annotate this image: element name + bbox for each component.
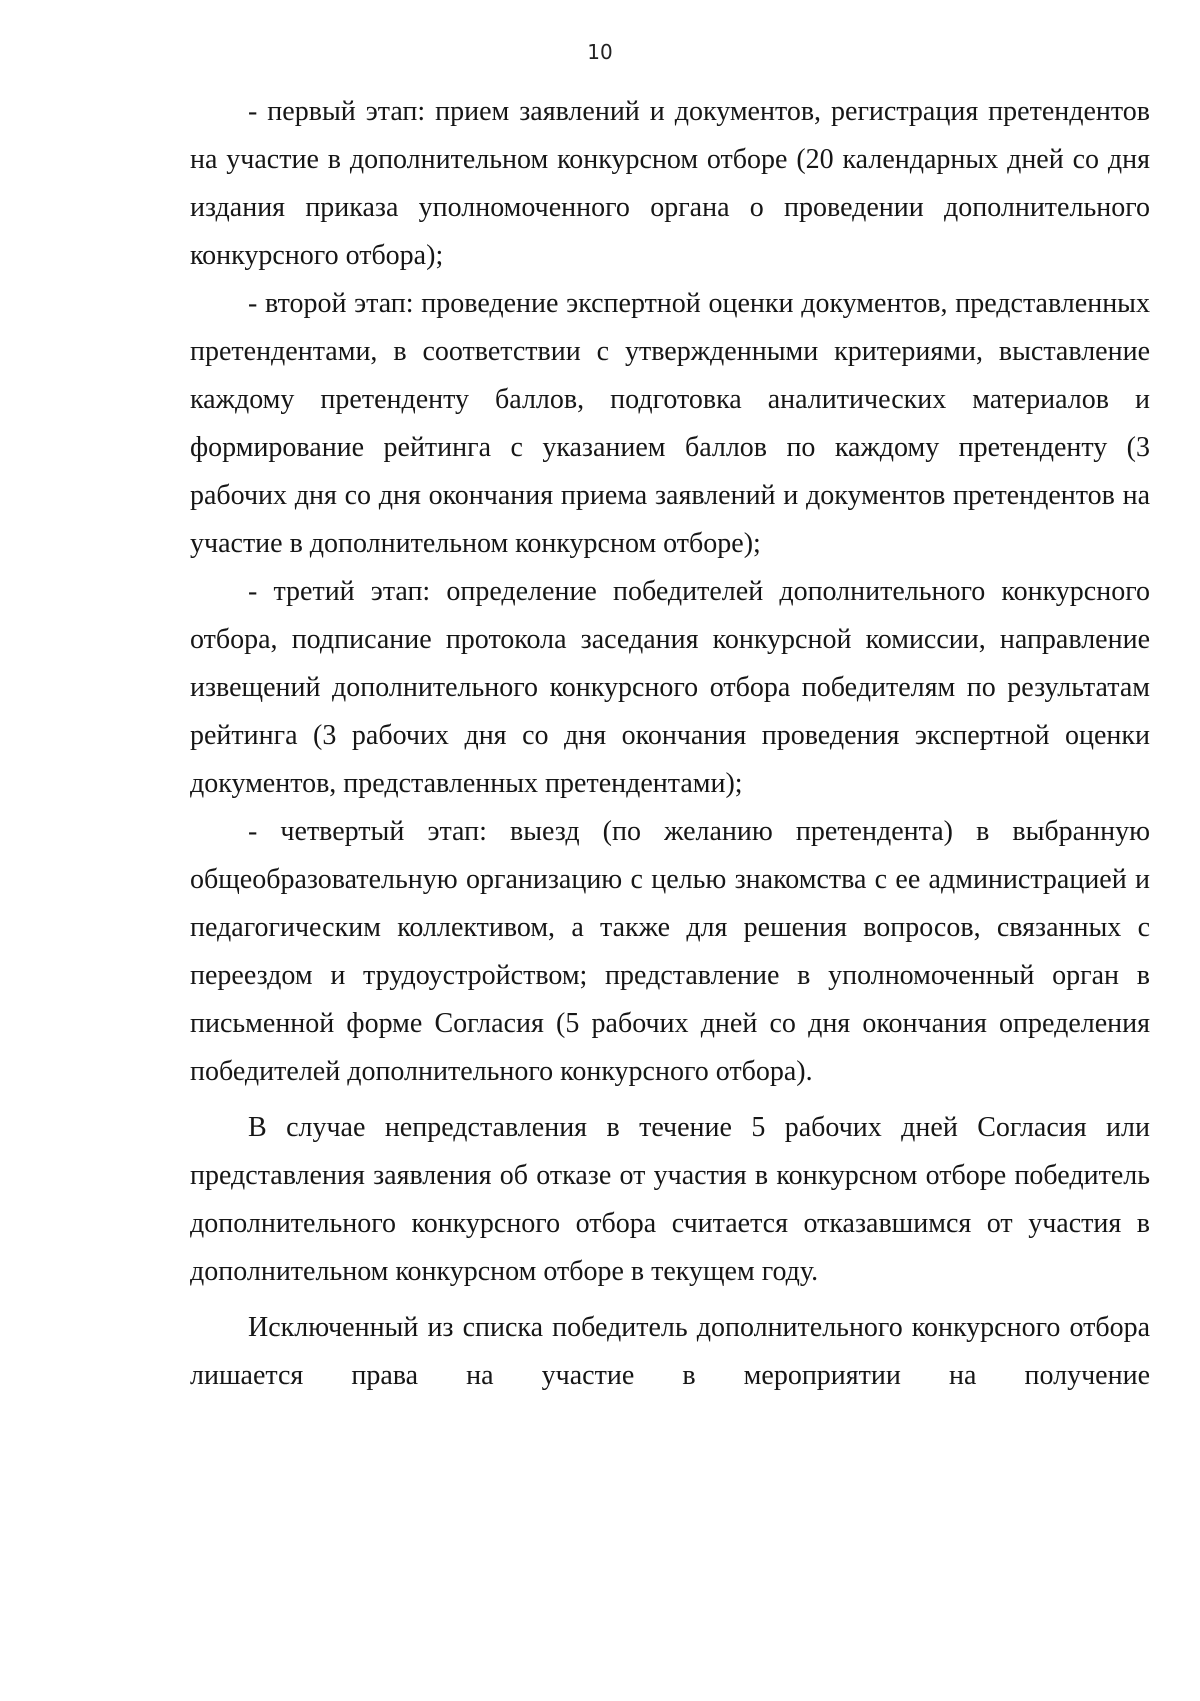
paragraph-refusal: В случае непредставления в течение 5 рабочих дней Согласия или представления заявления об отказе от участия в конкурсном отборе победитель дополнительного конкурсного отбора считается отказавшимся от участия в дополнительном конкурсном отборе в текущем году. [190,1112,1150,1287]
paragraph-stage-1: - первый этап: прием заявлений и документов, регистрация претендентов на участие в дополнительном конкурсном отборе (20 календарных дней со дня издания приказа уполномоченного органа о проведении дополнительного конкурсного отбора); [190,96,1150,271]
paragraph-excluded: Исключенный из списка победитель дополнительного конкурсного отбора лишается права на участие в мероприятии на получение [190,1312,1150,1391]
paragraph-stage-2: - второй этап: проведение экспертной оценки документов, представленных претендентами, в соответствии с утвержденными критериями, выставление каждому претенденту баллов, подготовка аналитических материалов и формирование рейтинга с указанием баллов по каждому претенденту (3 рабочих дня со дня окончания приема заявлений и документов претендентов на участие в дополнительном конкурсном отборе); [190,288,1150,559]
page-number: 10 [587,40,613,64]
paragraph-stage-4: - четвертый этап: выезд (по желанию претендента) в выбранную общеобразовательную организацию с целью знакомства с ее администрацией и педагогическим коллективом, а также для решения вопросов, связанных с переездом и трудоустройством; представление в уполномоченный орган в письменной форме Согласия (5 рабочих дней со дня окончания определения победителей дополнительного конкурсного отбора). [190,816,1150,1087]
paragraph-stage-3: - третий этап: определение победителей дополнительного конкурсного отбора, подписание протокола заседания конкурсной комиссии, направление извещений дополнительного конкурсного отбора победителям по результатам рейтинга (3 рабочих дня со дня окончания проведения экспертной оценки документов, представленных претендентами); [190,576,1150,799]
document-body [190,88,1150,1400]
